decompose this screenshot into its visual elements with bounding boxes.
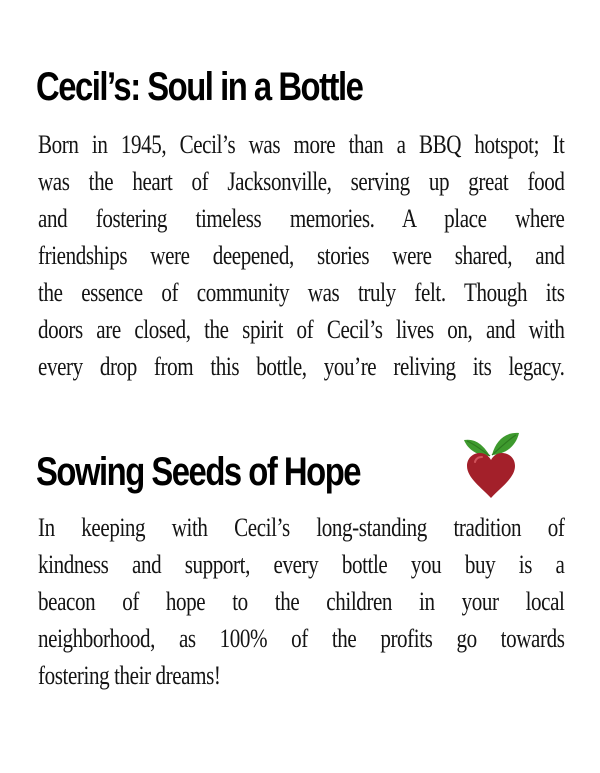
paragraph-line: neighborhood, as 100% of the profits go towards: [38, 624, 565, 653]
paragraph-history: [38, 126, 565, 385]
heart-shape: [467, 453, 515, 498]
paragraph-mission: [38, 509, 565, 694]
paragraph-line: the essence of community was truly felt. Though its: [38, 278, 565, 307]
paragraph-line: friendships were deepened, stories were shared, and: [38, 241, 565, 270]
paragraph-line: In keeping with Cecil’s long-standing tradition of: [38, 513, 565, 542]
heart-radish-icon: [462, 424, 520, 500]
paragraph-line: every drop from this bottle, you’re reliving its legacy.: [38, 352, 565, 381]
paragraph-line: kindness and support, every bottle you buy is a: [38, 550, 565, 579]
paragraph-line: Born in 1945, Cecil’s was more than a BBQ hotspot; It: [38, 130, 565, 159]
paragraph-line: and fostering timeless memories. A place where: [38, 204, 565, 233]
section-title-soul-in-a-bottle: Cecil’s: Soul in a Bottle: [36, 65, 363, 109]
section-title-sowing-seeds-of-hope: Sowing Seeds of Hope: [36, 450, 361, 494]
paragraph-line: was the heart of Jacksonville, serving up great food: [38, 167, 565, 196]
paragraph-line: fostering their dreams!: [38, 661, 221, 690]
paragraph-line: doors are closed, the spirit of Cecil’s lives on, and with: [38, 315, 565, 344]
paragraph-line: beacon of hope to the children in your local: [38, 587, 565, 616]
